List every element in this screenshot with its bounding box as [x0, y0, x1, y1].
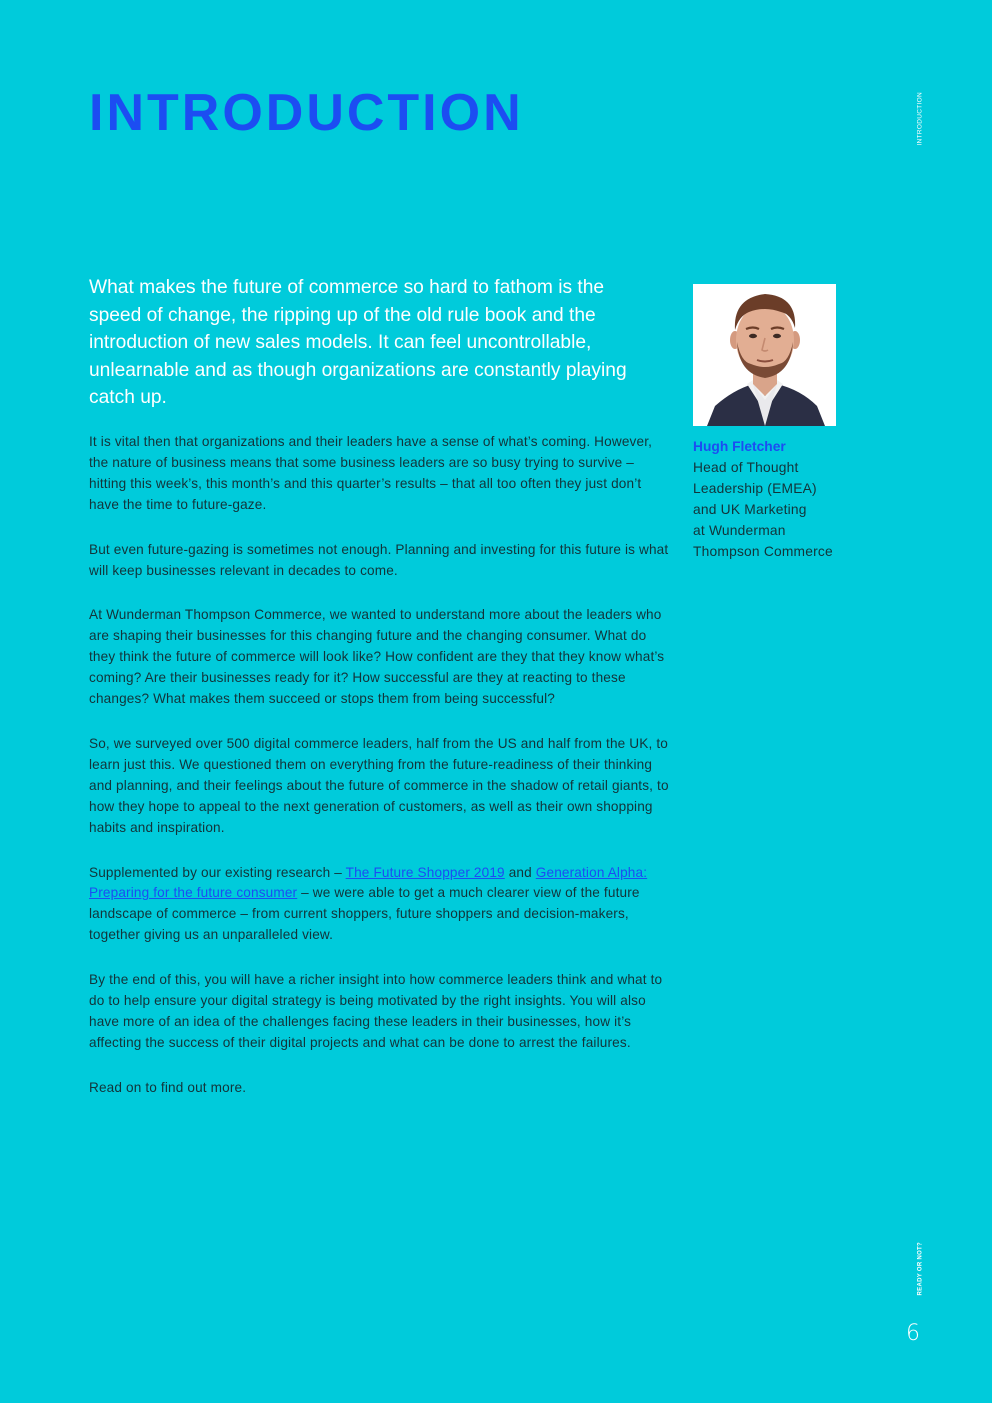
generation-alpha-link[interactable]: Generation Alpha: Preparing for the future consumer [89, 864, 648, 901]
body-paragraph-5-suffix: – we were able to get a much clearer view of the future landscape of commerce – from current shoppers, future shoppers and decision-makers, together giving us an unparalleled view. [89, 885, 640, 943]
author-role: Head of Thought Leadership (EMEA) and UK Marketing at Wunderman Thompson Commerce [693, 460, 833, 559]
body-paragraph-3: At Wunderman Thompson Commerce, we wanted to understand more about the leaders who are shaping their businesses for this changing future and the changing consumer. What do they think the future of commerce will look like? How confident are they that they know what’s coming? Are their businesses ready for it? How successful are they at reacting to these changes? What makes them succeed or stops them from being successful? [89, 607, 665, 707]
future-shopper-link[interactable]: The Future Shopper 2019 [345, 864, 505, 880]
body-paragraph-4: So, we surveyed over 500 digital commerce leaders, half from the US and half from the UK, to learn just this. We questioned them on everything from the future-readiness of their thinking and planning, and their feelings about the future of commerce in the shadow of retail giants, to how they hope to appeal to the next generation of customers, as well as their own shopping habits and inspiration. [89, 735, 669, 835]
body-paragraph-5-middle: and [504, 864, 536, 880]
page-title: INTRODUCTION [89, 84, 524, 142]
publication-side-label [905, 1242, 923, 1302]
section-side-label-text: INTRODUCTION [916, 92, 923, 146]
author-portrait-illustration [693, 284, 836, 426]
body-paragraph-7: Read on to find out more. [89, 1079, 247, 1095]
lead-paragraph: What makes the future of commerce so hard to fathom is the speed of change, the ripping up of the old rule book and the introduction of new sales models. It can feel uncontrollable, unlearnable and as though organizations are constantly playing catch up. [89, 277, 627, 408]
body-paragraph-5-prefix: Supplemented by our existing research – [89, 864, 346, 880]
page-number: 6 [906, 1321, 920, 1346]
author-portrait [693, 284, 836, 426]
body-column [89, 432, 669, 1123]
author-name: Hugh Fletcher [693, 439, 786, 454]
author-bio [693, 436, 873, 562]
body-paragraph-6: By the end of this, you will have a richer insight into how commerce leaders think and what to do to help ensure your digital strategy is being motivated by the right insights. You will also have more of an idea of the challenges facing these leaders in their businesses, how it’s affecting the success of their digital projects and what can be done to arrest the failures. [89, 972, 663, 1050]
body-paragraph-1: It is vital then that organizations and their leaders have a sense of what’s coming. However, the nature of business means that some business leaders are so busy trying to survive – hitting this week’s, this month’s and this quarter’s results – that all too often they just don’t have the time to future-gaze. [89, 434, 653, 512]
publication-side-label-text: READY OR NOT? [917, 1242, 923, 1296]
section-side-label [905, 92, 923, 148]
body-paragraph-2: But even future-gazing is sometimes not enough. Planning and investing for this future is what will keep businesses relevant in decades to come. [89, 541, 669, 578]
body-paragraph-5 [89, 863, 669, 947]
